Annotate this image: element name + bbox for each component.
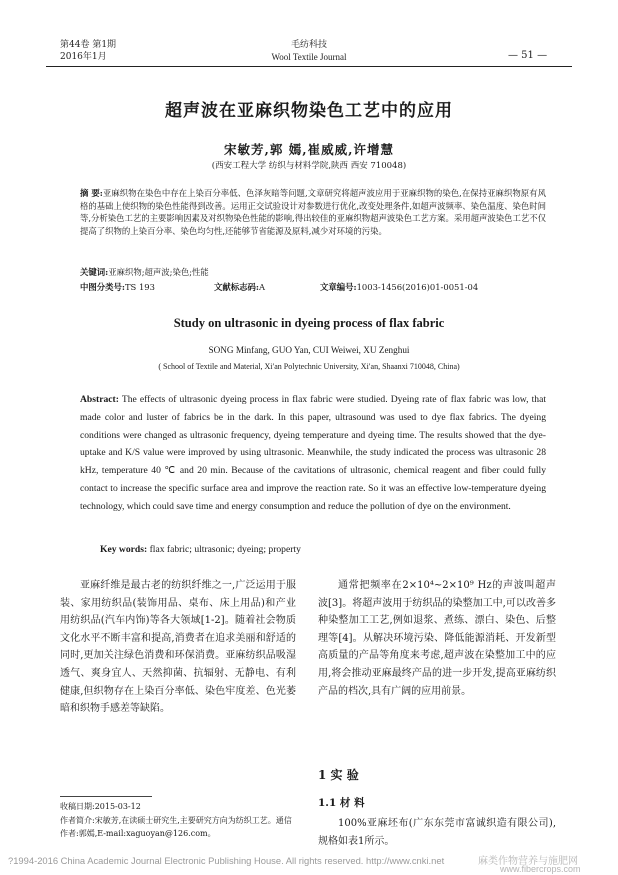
header-journal-en: Wool Textile Journal	[271, 52, 347, 62]
keywords-cn-text: 亚麻织物;超声波;染色;性能	[108, 267, 209, 277]
page-number: — 51 —	[508, 50, 548, 61]
abstract-cn-text: 亚麻织物在染色中存在上染百分率低、色泽灰暗等问题,文章研究将超声波应用于亚麻织物的染色,在保持亚麻织物原有风格的基础上使织物的染色性能得到改善。运用正交试验设计对参数进行优化,改变处理条件,如超声波频率、染色温度、染色时间等,分析染色工艺的主要影响因素及对织物染色性能的影响,得出较佳的亚麻织物超声波染色工艺方案。采用超声波染色工艺不仅提高了织物的上染百分率、染色均匀性,还能够节省能源及原料,减少对环境的污染。	[80, 188, 546, 236]
keywords-cn	[80, 266, 209, 278]
body-materials-paragraph: 100%亚麻坯布(广东东莞市富诚织造有限公司),规格如表1所示。	[318, 818, 556, 847]
watermark-text: 麻类作物营养与施肥网	[478, 856, 578, 867]
keywords-en-label: Key words:	[100, 544, 148, 555]
footnote-author: 作者简介:宋敏芳,在读硕士研究生,主要研究方向为纺织工艺。通信作者:郭嫣,E-mail:xaguoyan@126.com。	[60, 816, 292, 838]
footnote-rule	[60, 796, 152, 797]
keywords-en	[100, 544, 301, 555]
abstract-cn-label: 摘 要:	[80, 188, 103, 198]
document-code	[214, 281, 265, 293]
article-number	[320, 281, 478, 293]
abstract-en	[80, 391, 546, 516]
authors-en: SONG Minfang, GUO Yan, CUI Weiwei, XU Zenghui	[208, 345, 410, 355]
body-right-paragraph: 通常把频率在2×10⁴~2×10⁹ Hz的声波叫超声波[3]。将超声波用于纺织品的染整加工中,可以改善多种染整加工工艺,例如退浆、煮练、漂白、染色、后整理等[4]。从解决环境污染、降低能源消耗、开发新型高质量的产品等角度来考虑,超声波在染整加工中的应用,将会推动亚麻最终产品的进一步开发,提高亚麻纺织产品的档次,具有广阔的应用前景。	[318, 580, 556, 697]
doc-code-label: 文献标志码:	[214, 282, 259, 292]
keywords-en-text: flax fabric; ultrasonic; dyeing; property	[149, 544, 301, 555]
body-left-paragraph: 亚麻纤维是最古老的纺织纤维之一,广泛运用于服装、家用纺织品(装饰用品、桌布、床上用品)和产业用纺织品(汽车内饰)等各大领域[1-2]。随着社会物质文化水平不断丰富和提高,消费者在追求美丽和舒适的同时,更加关注绿色消费和环保消费。亚麻纺织品吸湿透气、爽身宜人、天然抑菌、抗辐射、无静电、有利健康,但织物存在上染百分率低、染色牢度差、色光萎暗和织物手感差等缺陷。	[60, 580, 296, 715]
clc-value: TS 193	[124, 282, 155, 292]
affiliation-en: ( School of Textile and Material, Xi′an Polytechnic University, Xi′an, Shaanxi 710048, China)	[158, 362, 460, 371]
header-volume: 第44卷 第1期	[60, 40, 117, 50]
affiliation-cn: (西安工程大学 纺织与材料学院,陕西 西安 710048)	[211, 161, 407, 171]
section-heading-1: 1 实 验	[318, 768, 359, 782]
header-rule	[46, 66, 572, 67]
header-date: 2016年1月	[60, 52, 107, 62]
abstract-cn	[80, 187, 546, 237]
authors-cn: 宋敏芳,郭 嫣,崔威威,许增慧	[224, 142, 394, 157]
page-title: 超声波在亚麻织物染色工艺中的应用	[165, 101, 453, 121]
copyright-line: ?1994-2016 China Academic Journal Electronic Publishing House. All rights reserved. http://www.cnki.net	[8, 855, 445, 866]
header-journal-cn: 毛纺科技	[290, 40, 327, 50]
abstract-en-label: Abstract:	[80, 394, 119, 405]
article-no-label: 文章编号:	[320, 282, 357, 292]
footnote-received: 收稿日期:2015-03-12	[60, 802, 141, 811]
section-heading-1-1: 1.1 材 料	[318, 797, 365, 809]
watermark-url: www.fibercrops.com	[500, 864, 581, 874]
abstract-en-text: The effects of ultrasonic dyeing process in flax fabric were studied. Dyeing rate of flax fabric was low, that made color and luster of fabrics be in the dark. In this paper, ultrasound was used to dye flax fabrics. The dyeing conditions were changed as ultrasonic frequency, dyeing temperature and dyeing time. The results showed that the dye-uptake and K/S value were improved by using ultrasonic. Meanwhile, the study indicated the process was ultrasonic 28 kHz, temperature 40 ℃ and 20 min. Because of the cavitations of ultrasonic, chemical reagent and fiber could fully contact to increase the specific surface area and improve the reaction rate. So it was an effective low-temperature dyeing technology, which could save time and energy consumption and reduce the pollution of dye on the environment.	[80, 394, 546, 512]
title-en: Study on ultrasonic in dyeing process of flax fabric	[173, 316, 445, 330]
keywords-cn-label: 关键词:	[80, 267, 109, 277]
clc-number	[80, 281, 155, 293]
article-no-value: 1003-1456(2016)01-0051-04	[356, 282, 479, 292]
clc-label: 中图分类号:	[80, 282, 125, 292]
doc-code-value: A	[258, 282, 266, 292]
